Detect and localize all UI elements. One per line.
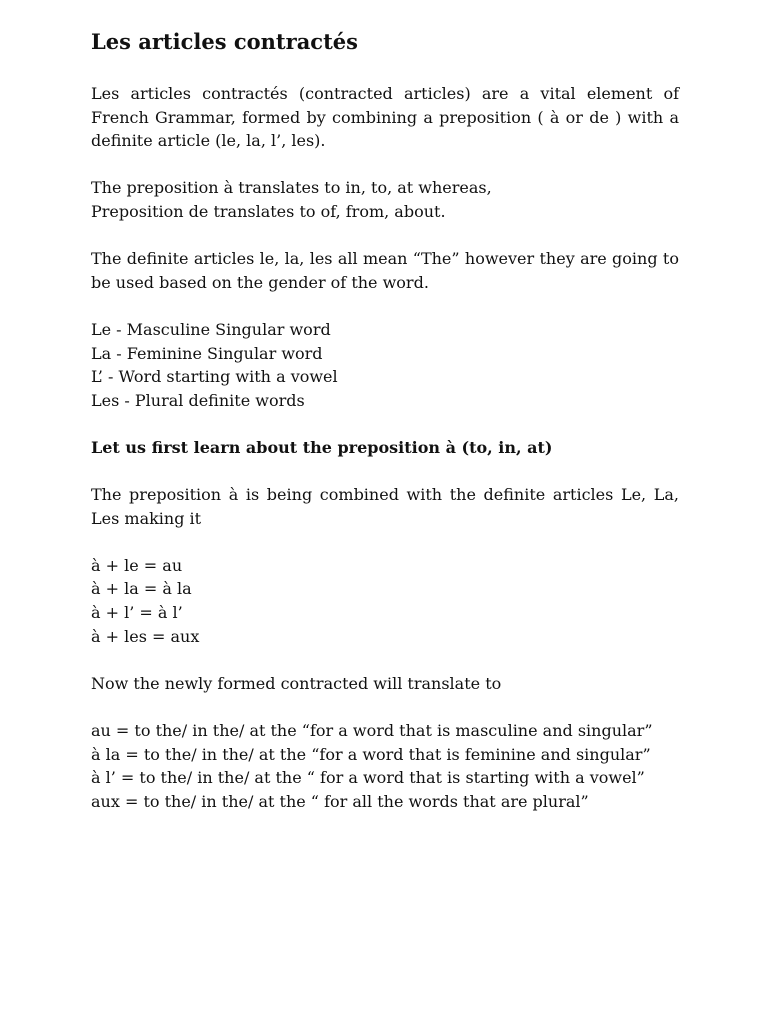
article-list-item: La - Feminine Singular word [91, 343, 323, 363]
combination-item: à + la = à la [91, 579, 192, 599]
combination-list [91, 554, 679, 648]
preposition-de-line: Preposition de translates to of, from, about. [91, 201, 446, 221]
combination-item: à + l’ = à l’ [91, 603, 183, 623]
section-heading: Let us first learn about the preposition à (to, in, at) [91, 437, 553, 457]
translation-item: à l’ = to the/ in the/ at the “ for a word that is starting with a vowel” [91, 768, 645, 788]
article-list-item: Le - Masculine Singular word [91, 319, 331, 339]
definite-articles-paragraph: The definite articles le, la, les all mean “The” however they are going to be used based on the gender of the word. [91, 249, 679, 292]
translation-item: au = to the/ in the/ at the “for a word that is masculine and singular” [91, 721, 653, 741]
combination-paragraph: The preposition à is being combined with the definite articles Le, La, Les making it [91, 485, 679, 528]
document-title: Les articles contractés [91, 29, 358, 54]
article-list [91, 318, 679, 412]
intro-paragraph: Les articles contractés (contracted articles) are a vital element of French Grammar, formed by combining a preposition ( à or de ) with a definite article (le, la, l’, les). [91, 84, 679, 151]
translation-item: aux = to the/ in the/ at the “ for all the words that are plural” [91, 791, 589, 811]
translation-list [91, 719, 679, 813]
combination-item: à + le = au [91, 555, 183, 575]
translate-paragraph: Now the newly formed contracted will translate to [91, 673, 502, 693]
article-list-item: Les - Plural definite words [91, 390, 305, 410]
combination-item: à + les = aux [91, 626, 200, 646]
translation-item: à la = to the/ in the/ at the “for a word that is feminine and singular” [91, 744, 651, 764]
document-page [91, 27, 679, 813]
article-list-item: L’ - Word starting with a vowel [91, 367, 338, 387]
prepositions-block [91, 176, 679, 223]
preposition-a-line: The preposition à translates to in, to, at whereas, [91, 178, 492, 198]
